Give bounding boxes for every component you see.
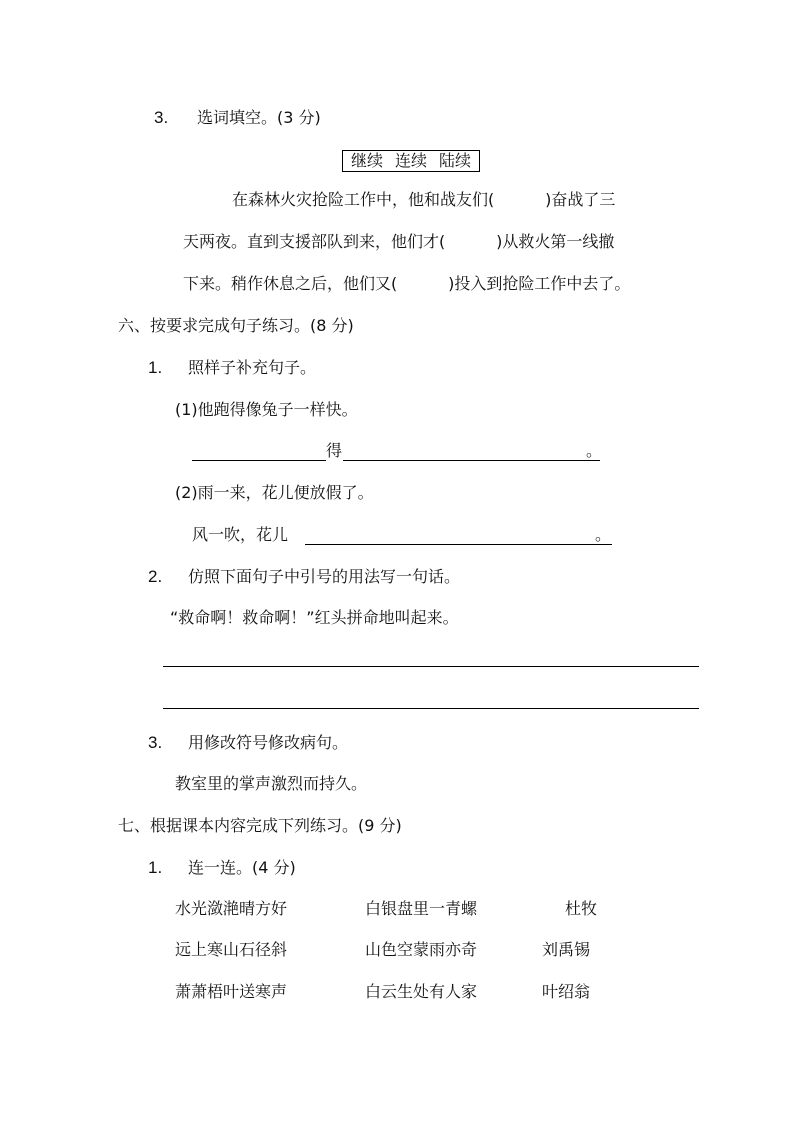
answer-line[interactable] [163, 708, 699, 709]
question-number: 1. [148, 858, 163, 877]
match-item-middle[interactable]: 白云生处有人家 [365, 982, 478, 1001]
match-item-left[interactable]: 萧萧梧叶送寒声 [175, 982, 288, 1001]
fill-prefix-text: 风一吹，花儿 [192, 525, 289, 544]
match-item-author[interactable]: 刘禹锡 [542, 940, 591, 959]
question-title: 仿照下面句子中引号的用法写一句话。 [188, 567, 461, 586]
match-item-author[interactable]: 杜牧 [565, 899, 598, 918]
faulty-sentence: 教室里的掌声激烈而持久。 [175, 774, 368, 793]
match-item-left[interactable]: 水光潋滟晴方好 [175, 899, 288, 918]
paragraph-line: 在森林火灾抢险工作中，他和战友们( )奋战了三 [232, 190, 616, 209]
question-number: 2. [148, 567, 163, 586]
question-title: 照样子补充句子。 [188, 358, 317, 377]
answer-blank[interactable] [192, 460, 326, 461]
fill-end-punct: 。 [595, 525, 612, 544]
match-item-middle[interactable]: 山色空蒙雨亦奇 [365, 940, 478, 959]
match-item-middle[interactable]: 白银盘里一青螺 [365, 899, 478, 918]
word-choice: 陆续 [439, 151, 472, 170]
quoted-sentence: “救命啊！救命啊！”红头拼命地叫起来。 [170, 608, 459, 627]
question-title: 用修改符号修改病句。 [188, 733, 349, 752]
paragraph-line: 天两夜。直到支援部队到来，他们才( )从救火第一线撤 [183, 232, 615, 251]
question-number: 1. [148, 358, 163, 377]
example-sentence: (2)雨一来，花儿便放假了。 [175, 483, 374, 502]
question-number: 3. [148, 733, 163, 752]
word-choice: 连续 [395, 151, 428, 170]
question-title: 连一连。(4 分) [188, 858, 296, 877]
fill-end-punct: 。 [586, 441, 603, 460]
section-heading: 六、按要求完成句子练习。(8 分) [118, 316, 354, 335]
answer-blank[interactable] [343, 460, 600, 461]
section-heading: 七、根据课本内容完成下列练习。(9 分) [118, 816, 402, 835]
fill-middle-text: 得 [326, 441, 343, 460]
question-number: 3. [154, 108, 169, 127]
paragraph-line: 下来。稍作休息之后，他们又( )投入到抢险工作中去了。 [183, 274, 631, 293]
example-sentence: (1)他跑得像兔子一样快。 [175, 400, 358, 419]
word-choice-box [342, 150, 480, 172]
match-item-author[interactable]: 叶绍翁 [542, 982, 591, 1001]
answer-line[interactable] [163, 666, 699, 667]
answer-blank[interactable] [305, 544, 612, 545]
question-title: 选词填空。(3 分) [197, 108, 321, 127]
word-choice: 继续 [351, 151, 384, 170]
match-item-left[interactable]: 远上寒山石径斜 [175, 940, 288, 959]
